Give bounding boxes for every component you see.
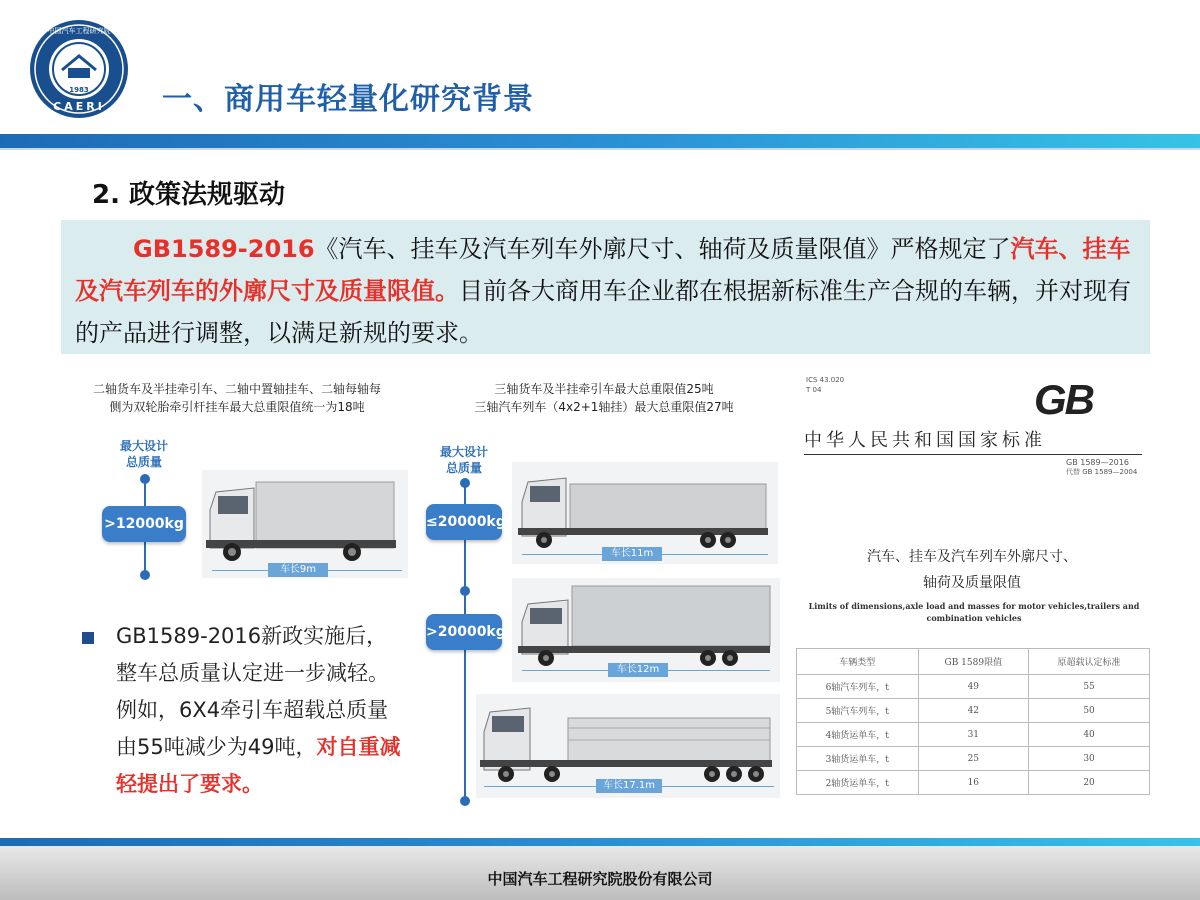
table-row: [797, 699, 1150, 723]
middle-caption-line1: 三轴货车及半挂牵引车最大总重限值25吨: [494, 382, 714, 396]
doc-national-title: 中华人民共和国国家标准: [804, 430, 1046, 451]
bullet-note: [74, 614, 414, 814]
standard-title: 《汽车、挂车及汽车列车外廓尺寸、轴荷及质量限值》严格规定了: [314, 235, 1011, 263]
doc-en-title-line2: combination vehicles: [926, 613, 1022, 623]
policy-highlight-box: [61, 220, 1150, 354]
left-caption-line1: 二轴货车及半挂牵引车、二轴中置轴挂车、二轴每轴每: [92, 382, 381, 396]
left-max-mass-label: [108, 438, 180, 470]
logo-bottom-text: CAERI: [53, 100, 105, 113]
bullet-text-emphasis: 对自重减轻提出了要求。: [116, 735, 401, 796]
bullet-square-icon: [82, 632, 94, 644]
doc-en-title-line1: Limits of dimensions,axle load and masses for motor vehicles,trailers and: [808, 601, 1140, 611]
table-cell: 40: [1029, 723, 1150, 747]
doc-cn-title-line1: 汽车、挂车及汽车列车外廓尺寸、: [867, 549, 1077, 565]
table-cell: 49: [918, 675, 1029, 699]
table-cell: 16: [918, 771, 1029, 795]
gb-standard-cover: [794, 366, 1150, 816]
logo-center-text: 1983: [69, 86, 89, 94]
table-cell: 42: [918, 699, 1029, 723]
two-axle-truck-icon: [202, 470, 408, 578]
table-cell: 20: [1029, 771, 1150, 795]
mass-limit-table: [796, 648, 1150, 795]
left-mass-pill: >12000kg: [102, 506, 186, 542]
table-cell: 25: [918, 747, 1029, 771]
middle-axis-dot-bottom: [460, 796, 470, 806]
middle-label-line1: 最大设计: [439, 445, 488, 459]
logo-ring-text: 中国汽车工程研究院: [47, 27, 111, 35]
doc-class-code: T 04: [806, 386, 822, 394]
left-axis-dot-bottom: [140, 570, 150, 580]
table-cell: 4轴货运单车，t: [797, 723, 919, 747]
header-divider-bar: [0, 134, 1200, 148]
left-caption-line2: 侧为双轮胎牵引杆挂车最大总重限值统一为18吨: [109, 400, 365, 414]
left-label-line2: 总质量: [125, 455, 162, 469]
truck-11m-length: 车长11m: [602, 547, 662, 561]
table-header-row: [797, 649, 1150, 675]
caeri-logo: [28, 18, 130, 120]
left-truck-length: 车长9m: [268, 563, 328, 577]
doc-cn-title: [794, 544, 1150, 596]
doc-en-title: [804, 600, 1144, 624]
middle-panel-caption: [434, 380, 774, 416]
left-label-line1: 最大设计: [119, 439, 168, 453]
table-cell: 50: [1029, 699, 1150, 723]
table-row: [797, 675, 1150, 699]
table-cell: 55: [1029, 675, 1150, 699]
doc-cn-title-line2: 轴荷及质量限值: [923, 575, 1021, 591]
truck-12m-length: 车长12m: [608, 663, 668, 677]
table-cell: 5轴汽车列车，t: [797, 699, 919, 723]
table-cell: 3轴货运单车，t: [797, 747, 919, 771]
middle-label-line2: 总质量: [445, 461, 482, 475]
table-cell: 6轴汽车列车，t: [797, 675, 919, 699]
page-title: 一、商用车轻量化研究背景: [162, 82, 534, 117]
industry-response: 目前各大商用车企业都在根据新标准生产合规的车辆，并对现有的产品进行调整，以满足新规的要求。: [75, 277, 1131, 347]
doc-std-no: GB 1589—2016: [1066, 458, 1129, 467]
truck-17m-length: 车长17.1m: [596, 779, 662, 793]
footer: [0, 846, 1200, 900]
table-header: 车辆类型: [797, 649, 919, 675]
middle-mass-pill-lower: >20000kg: [426, 614, 502, 650]
footer-company-name: 中国汽车工程研究院股份有限公司: [487, 870, 713, 888]
section-subtitle: 2. 政策法规驱动: [92, 180, 286, 210]
table-header: 原超载认定标准: [1029, 649, 1150, 675]
middle-max-mass-label: [428, 444, 500, 476]
left-truck-photo: [202, 470, 408, 578]
table-cell: 31: [918, 723, 1029, 747]
bullet-text: [116, 618, 406, 803]
regulation-emphasis: 汽车、挂车及汽车列车的外廓尺寸及质量限值。: [75, 235, 1131, 305]
table-cell: 30: [1029, 747, 1150, 771]
footer-divider-bar: [0, 838, 1200, 846]
standard-code: GB1589-2016: [133, 235, 315, 263]
doc-ics: ICS 43.020: [806, 376, 845, 384]
doc-rule-top: [804, 454, 1142, 455]
middle-caption-line2: 三轴汽车列车（4x2+1轴挂）最大总重限值27吨: [474, 400, 734, 414]
doc-replaces: 代替 GB 1589—2004: [1066, 468, 1138, 476]
left-panel-caption: [62, 380, 412, 416]
table-row: [797, 747, 1150, 771]
header-divider-underline: [0, 148, 1200, 150]
table-header: GB 1589限值: [918, 649, 1029, 675]
table-row: [797, 771, 1150, 795]
table-row: [797, 723, 1150, 747]
bullet-text-normal: GB1589-2016新政实施后，整车总质量认定进一步减轻。例如，6X4牵引车超载总质量由55吨减少为49吨，: [116, 624, 389, 759]
table-cell: 2轴货运单车，t: [797, 771, 919, 795]
gb-logo-icon: GB: [1034, 376, 1093, 423]
middle-axis-dot-mid: [460, 586, 470, 596]
middle-mass-pill-upper: ≤20000kg: [426, 504, 502, 540]
